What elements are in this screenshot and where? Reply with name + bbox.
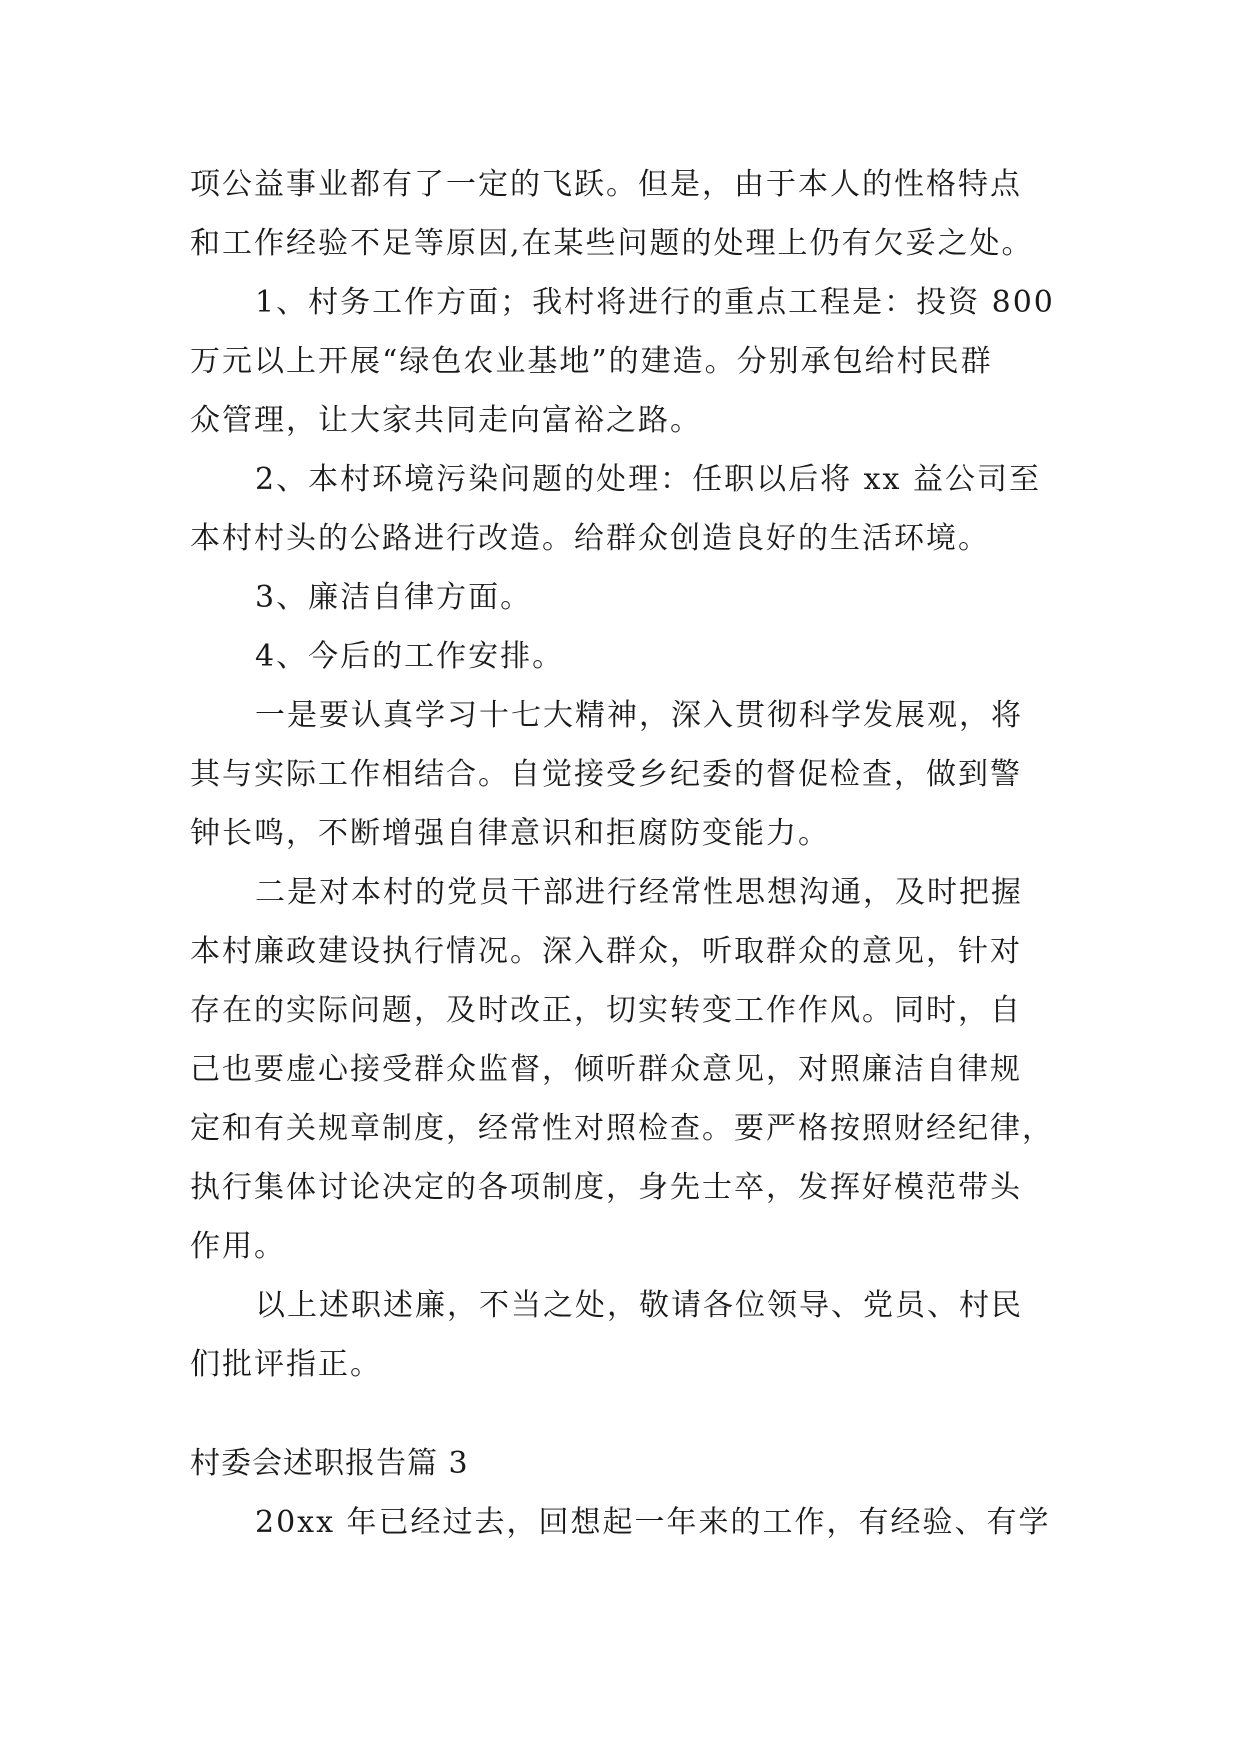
text-line: 1、村务工作方面；我村将进行的重点工程是：投资 800	[255, 285, 1055, 320]
text-line: 一是要认真学习十七大精神，深入贯彻科学发展观，将	[255, 698, 1023, 733]
text-line: 3、廉洁自律方面。	[255, 580, 533, 615]
section-heading: 村委会述职报告篇 3	[190, 1446, 469, 1481]
text-line: 作用。	[190, 1229, 286, 1264]
text-line: 项公益事业都有了一定的飞跃。但是，由于本人的性格特点	[190, 167, 1022, 202]
text-line: 众管理，让大家共同走向富裕之路。	[190, 403, 702, 438]
text-line: 4、今后的工作安排。	[255, 639, 565, 674]
text-line: 20xx 年已经过去，回想起一年来的工作，有经验、有学	[255, 1505, 1051, 1540]
text-line: 定和有关规章制度，经常性对照检查。要严格按照财经纪律，	[190, 1111, 1054, 1146]
text-line: 二是对本村的党员干部进行经常性思想沟通，及时把握	[255, 875, 1023, 910]
text-line: 万元以上开展“绿色农业基地”的建造。分别承包给村民群	[190, 344, 993, 379]
text-line: 2、本村环境污染问题的处理：任职以后将 xx 益公司至	[255, 462, 1041, 497]
text-line: 和工作经验不足等原因,在某些问题的处理上仍有欠妥之处。	[190, 226, 1034, 261]
text-line: 钟长鸣，不断增强自律意识和拒腐防变能力。	[190, 816, 830, 851]
text-line: 本村廉政建设执行情况。深入群众，听取群众的意见，针对	[190, 934, 1022, 969]
text-line: 本村村头的公路进行改造。给群众创造良好的生活环境。	[190, 521, 990, 556]
text-line: 执行集体讨论决定的各项制度，身先士卒，发挥好模范带头	[190, 1170, 1022, 1205]
text-line: 存在的实际问题，及时改正，切实转变工作作风。同时，自	[190, 993, 1022, 1028]
text-line: 以上述职述廉，不当之处，敬请各位领导、党员、村民	[255, 1288, 1023, 1323]
text-line: 其与实际工作相结合。自觉接受乡纪委的督促检查，做到警	[190, 757, 1022, 792]
text-line: 己也要虚心接受群众监督，倾听群众意见，对照廉洁自律规	[190, 1052, 1022, 1087]
text-line: 们批评指正。	[190, 1347, 382, 1382]
